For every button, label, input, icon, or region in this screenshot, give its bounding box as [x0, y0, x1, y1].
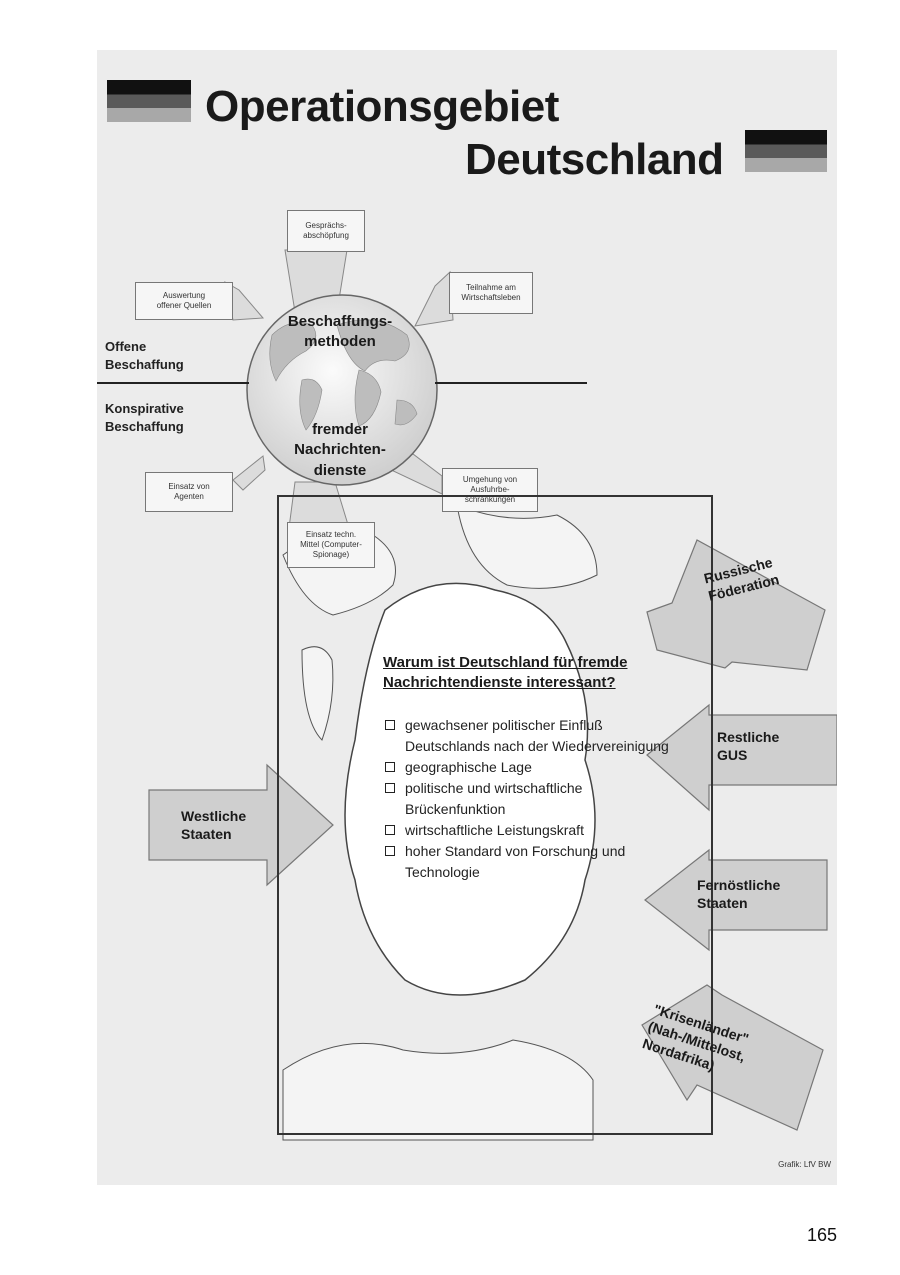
globe-title-bottom: fremder Nachrichten- dienste	[294, 421, 386, 479]
method-box-economy	[449, 272, 533, 314]
checkbox-icon	[385, 762, 395, 772]
method-box-open-sources	[135, 282, 233, 320]
reason-item	[383, 820, 673, 841]
checkbox-icon	[385, 846, 395, 856]
method-text-agents: Einsatz von Agenten	[168, 482, 210, 501]
checkbox-icon	[385, 720, 395, 730]
reason-item	[383, 778, 673, 820]
reason-text: hoher Standard von Forschung und Technologie	[405, 843, 626, 880]
reason-text: wirtschaftliche Leistungskraft	[405, 822, 584, 838]
method-text-tech: Einsatz techn. Mittel (Computer- Spionage)	[300, 530, 362, 559]
reason-item	[383, 715, 673, 757]
ray-top-right	[415, 272, 453, 326]
question-title: Warum ist Deutschland für fremde Nachrichtendienste interessant?	[383, 654, 628, 691]
figure	[97, 50, 837, 1185]
arrow-label-russia: Russische Föderation	[702, 554, 781, 605]
ray-bottom-left	[233, 456, 265, 490]
image-credit: Grafik: LfV BW	[778, 1160, 831, 1169]
checkbox-icon	[385, 783, 395, 793]
label-open-procurement: Offene Beschaffung	[105, 339, 184, 372]
method-box-conversation	[287, 210, 365, 252]
globe-title-top: Beschaffungs- methoden	[287, 313, 393, 351]
method-box-agents	[145, 472, 233, 512]
reason-text: politische und wirtschaftliche Brückenfunktion	[405, 780, 583, 817]
page-number: 165	[807, 1225, 838, 1245]
arrow-label-crisis: "Krisenländer" (Nah-/Mittelost, Nordafrika)	[640, 1000, 751, 1074]
title-line-2: Deutschland	[465, 135, 724, 184]
reasons-list	[383, 715, 673, 883]
method-text-economy: Teilnahme am Wirtschaftsleben	[461, 283, 521, 302]
arrow-label-fareast: Fernöstliche Staaten	[697, 877, 781, 912]
reason-item	[383, 757, 673, 778]
label-covert-procurement: Konspirative Beschaffung	[105, 401, 184, 434]
method-text-open-sources: Auswertung offener Quellen	[156, 291, 212, 310]
method-text-conversation: Gesprächs- abschöpfung	[303, 221, 349, 240]
title-line-1: Operationsgebiet	[205, 82, 559, 131]
reason-item	[383, 841, 673, 883]
method-text-export: Umgehung von Ausfuhrbe- schränkungen	[462, 475, 518, 504]
arrow-label-gus: Restliche GUS	[717, 729, 780, 764]
checkbox-icon	[385, 825, 395, 835]
reason-text: gewachsener politischer Einfluß Deutschlands nach der Wiedervereinigung	[405, 717, 669, 754]
arrow-label-west: Westliche Staaten	[181, 808, 247, 843]
divider-line-left	[97, 382, 249, 384]
reason-text: geographische Lage	[405, 759, 532, 775]
divider-line-right	[435, 382, 587, 384]
